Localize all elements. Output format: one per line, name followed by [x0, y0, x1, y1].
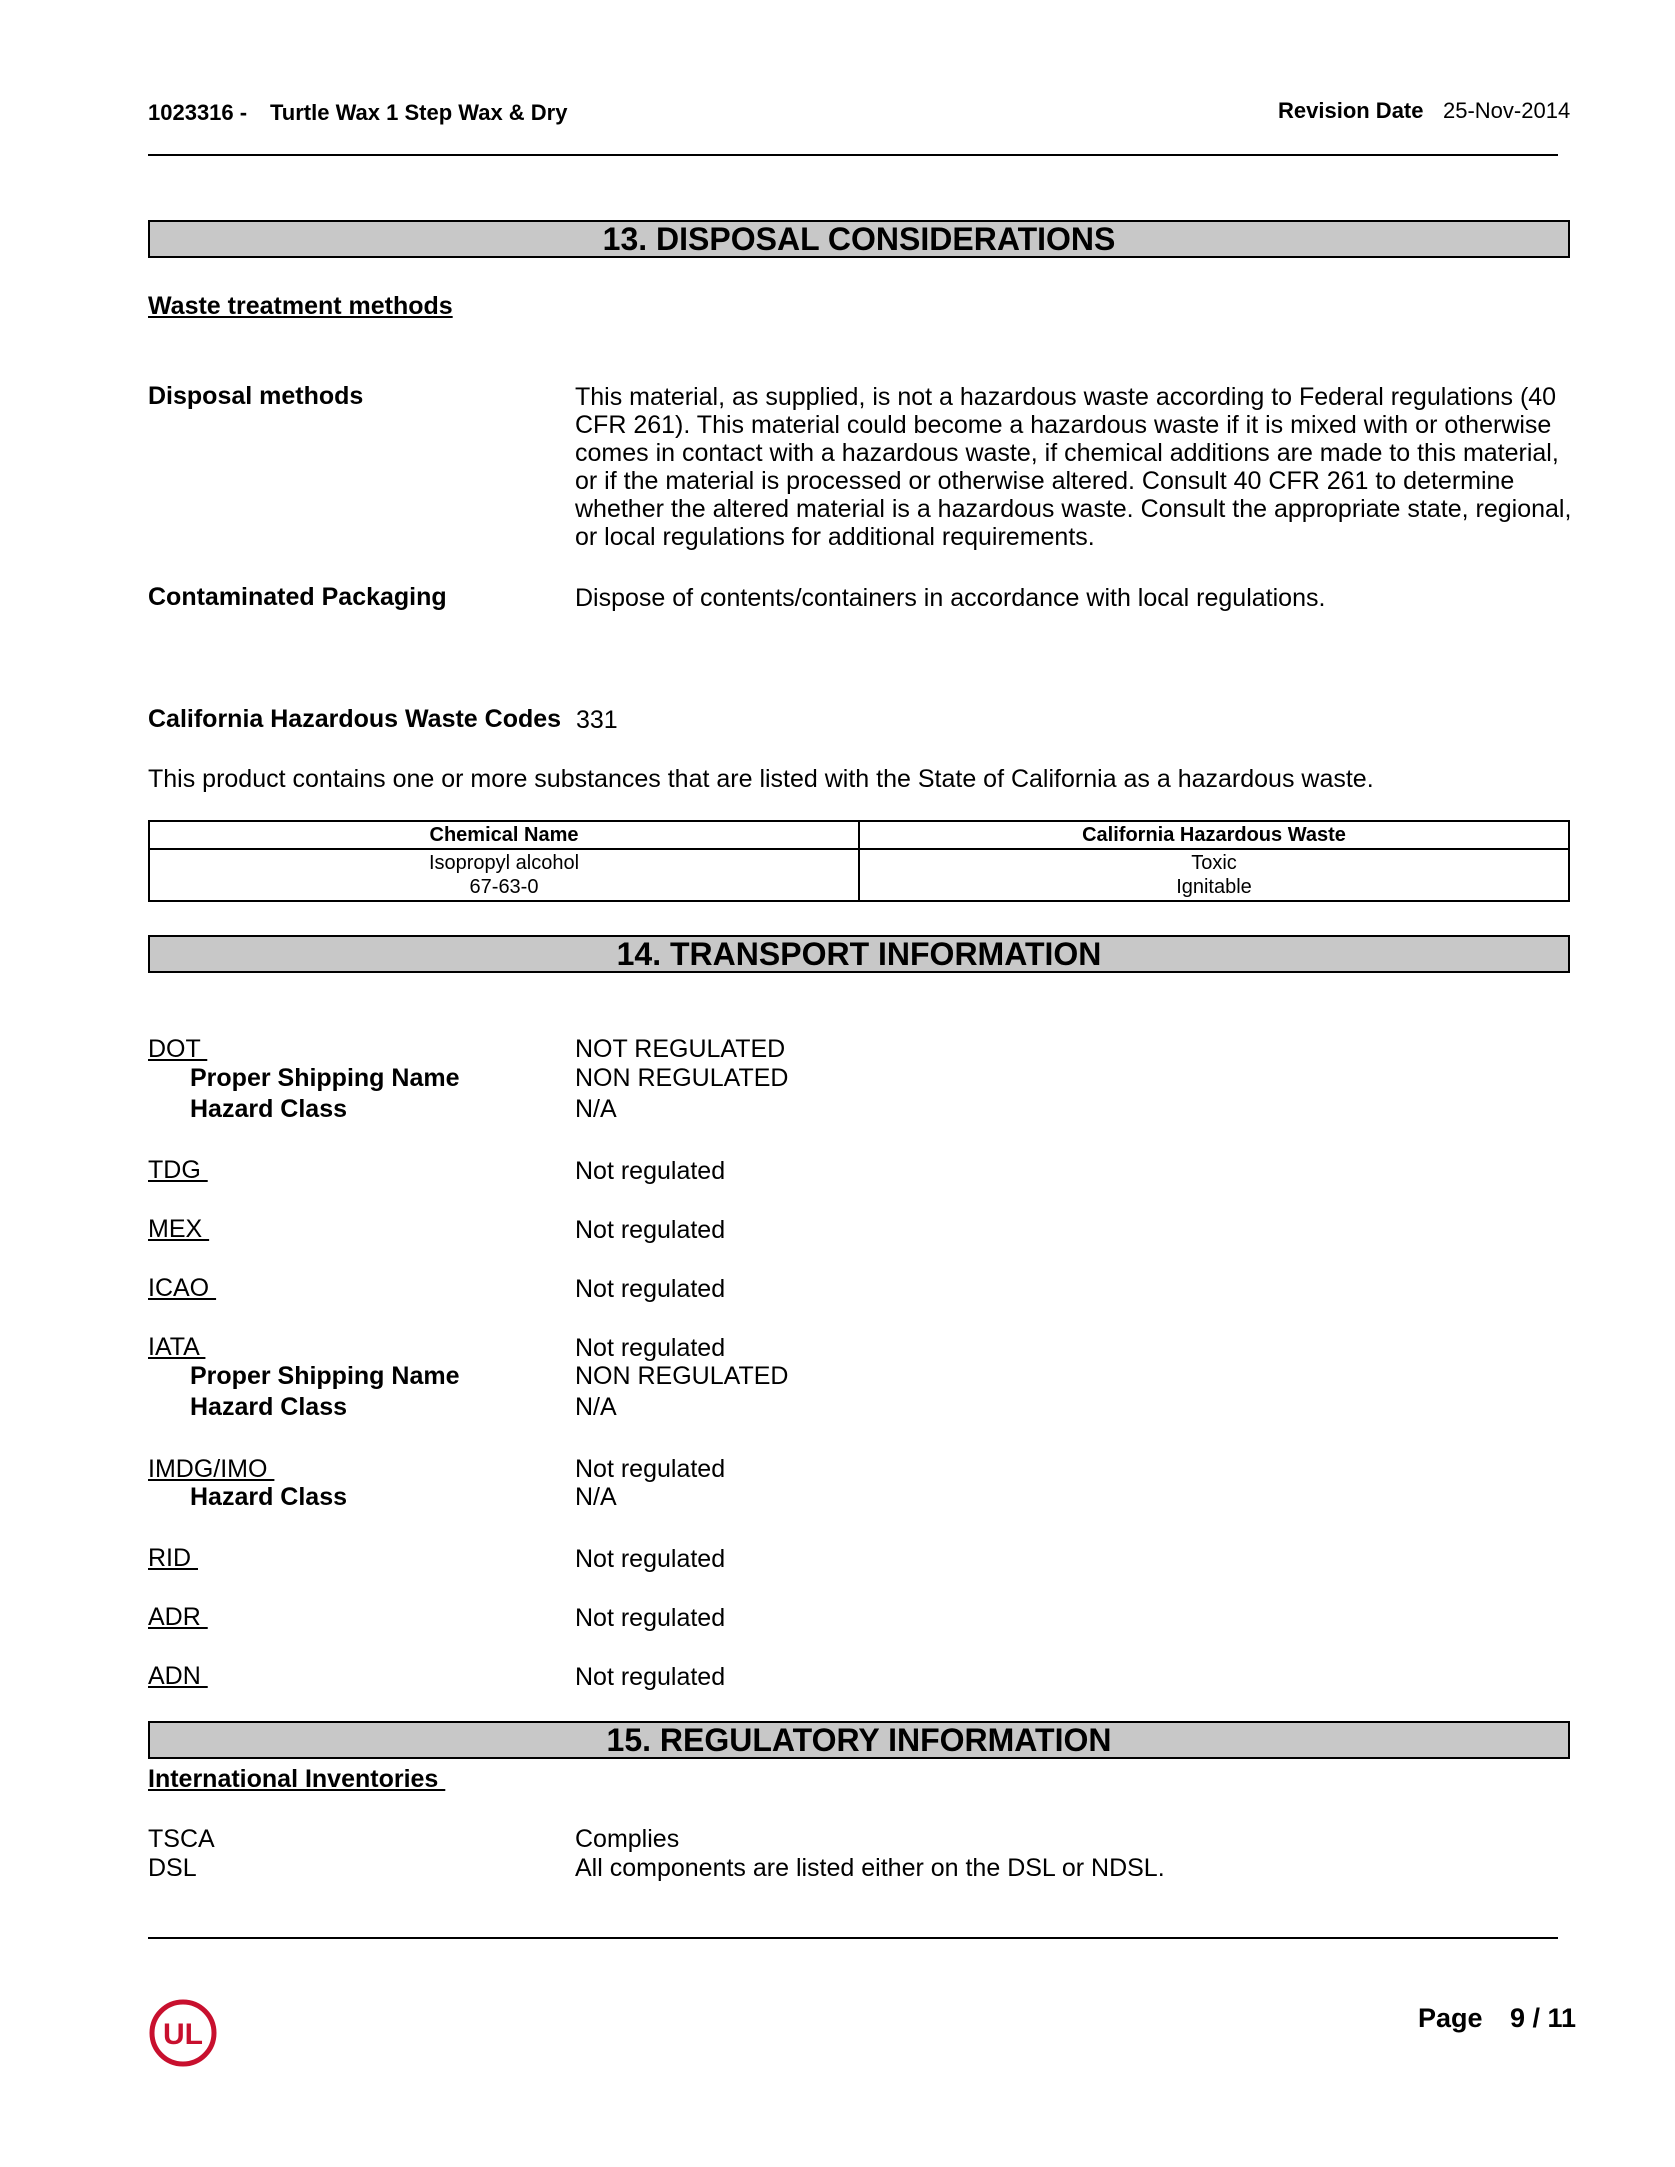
- doc-id: 1023316 -: [148, 100, 248, 125]
- rid-code: RID: [148, 1544, 198, 1572]
- tdg-value: Not regulated: [575, 1157, 726, 1185]
- international-inventories-heading: International Inventories: [148, 1765, 446, 1793]
- section-15-title: 15. REGULATORY INFORMATION: [148, 1721, 1570, 1759]
- dot-value: NOT REGULATED: [575, 1035, 786, 1063]
- header-rule: [148, 154, 1558, 156]
- iata-psn-value: NON REGULATED: [575, 1362, 789, 1390]
- tdg-code: TDG: [148, 1156, 208, 1184]
- dot-hc-label: Hazard Class: [190, 1095, 348, 1123]
- imdg-value: Not regulated: [575, 1455, 726, 1483]
- chemical-name: Isopropyl alcohol: [428, 852, 580, 874]
- product-name: Turtle Wax 1 Step Wax & Dry: [270, 100, 568, 125]
- table-header-row: [149, 821, 1569, 849]
- mex-value: Not regulated: [575, 1216, 726, 1244]
- iata-psn-label: Proper Shipping Name: [190, 1362, 460, 1390]
- dot-code: DOT: [148, 1035, 208, 1063]
- footer-rule: [148, 1937, 1558, 1939]
- dot-psn-label: Proper Shipping Name: [190, 1064, 460, 1092]
- cell-waste: [859, 849, 1569, 901]
- dot-psn-value: NON REGULATED: [575, 1064, 789, 1092]
- disposal-methods-text: This material, as supplied, is not a hazardous waste according to Federal regulations (40 CFR 261). This material could become a hazardous waste if it is mixed with or otherwise comes in contact with a hazardous waste, if chemical additions are made to this material, or if the material is processed or otherwise altered. Consult 40 CFR 261 to determine whether the altered material is a hazardous waste. Consult the appropriate state, regional, or local regulations for additional requirements.: [575, 383, 1572, 551]
- waste-type-1: Toxic: [1191, 852, 1237, 874]
- col-chemical-name: Chemical Name: [149, 821, 859, 849]
- section-13-title: 13. DISPOSAL CONSIDERATIONS: [148, 220, 1570, 258]
- imdg-hc-value: N/A: [575, 1483, 617, 1511]
- adn-value: Not regulated: [575, 1663, 726, 1691]
- icao-value: Not regulated: [575, 1275, 726, 1303]
- iata-hc-value: N/A: [575, 1393, 617, 1421]
- revision-date-label: Revision Date: [1278, 98, 1424, 123]
- contaminated-packaging-label: Contaminated Packaging: [148, 583, 447, 611]
- ul-logo-text: UL: [163, 2018, 203, 2051]
- contaminated-packaging-text: Dispose of contents/containers in accordance with local regulations.: [575, 584, 1326, 612]
- ul-logo-icon: [148, 1998, 218, 2068]
- page-number: 9 / 11: [1510, 2003, 1577, 2033]
- iata-code: IATA: [148, 1333, 206, 1361]
- col-ca-hazardous-waste: California Hazardous Waste: [859, 821, 1569, 849]
- disposal-methods-label: Disposal methods: [148, 382, 364, 410]
- tsca-label: TSCA: [148, 1825, 215, 1853]
- mex-code: MEX: [148, 1215, 210, 1243]
- ca-hazardous-waste-table: [148, 820, 1570, 902]
- waste-type-2: Ignitable: [1176, 876, 1252, 898]
- adr-code: ADR: [148, 1603, 208, 1631]
- tsca-value: Complies: [575, 1825, 680, 1853]
- cas-number: 67-63-0: [469, 876, 539, 898]
- ca-statement: This product contains one or more substances that are listed with the State of California as a hazardous waste.: [148, 765, 1374, 793]
- revision-date-value: 25-Nov-2014: [1443, 98, 1571, 123]
- icao-code: ICAO: [148, 1274, 217, 1302]
- iata-hc-label: Hazard Class: [190, 1393, 348, 1421]
- section-14-title: 14. TRANSPORT INFORMATION: [148, 935, 1570, 973]
- waste-treatment-heading: Waste treatment methods: [148, 292, 453, 320]
- ca-waste-codes-label: California Hazardous Waste Codes: [148, 705, 562, 733]
- dsl-label: DSL: [148, 1854, 197, 1882]
- adn-code: ADN: [148, 1662, 208, 1690]
- rid-value: Not regulated: [575, 1545, 726, 1573]
- dot-hc-value: N/A: [575, 1095, 617, 1123]
- ca-waste-codes-value: 331: [576, 706, 618, 734]
- cell-chemical: [149, 849, 859, 901]
- table-row: [149, 849, 1569, 901]
- dsl-value: All components are listed either on the DSL or NDSL.: [575, 1854, 1165, 1882]
- imdg-code: IMDG/IMO: [148, 1455, 275, 1483]
- iata-value: Not regulated: [575, 1334, 726, 1362]
- imdg-hc-label: Hazard Class: [190, 1483, 348, 1511]
- page-label: Page: [1418, 2003, 1483, 2033]
- adr-value: Not regulated: [575, 1604, 726, 1632]
